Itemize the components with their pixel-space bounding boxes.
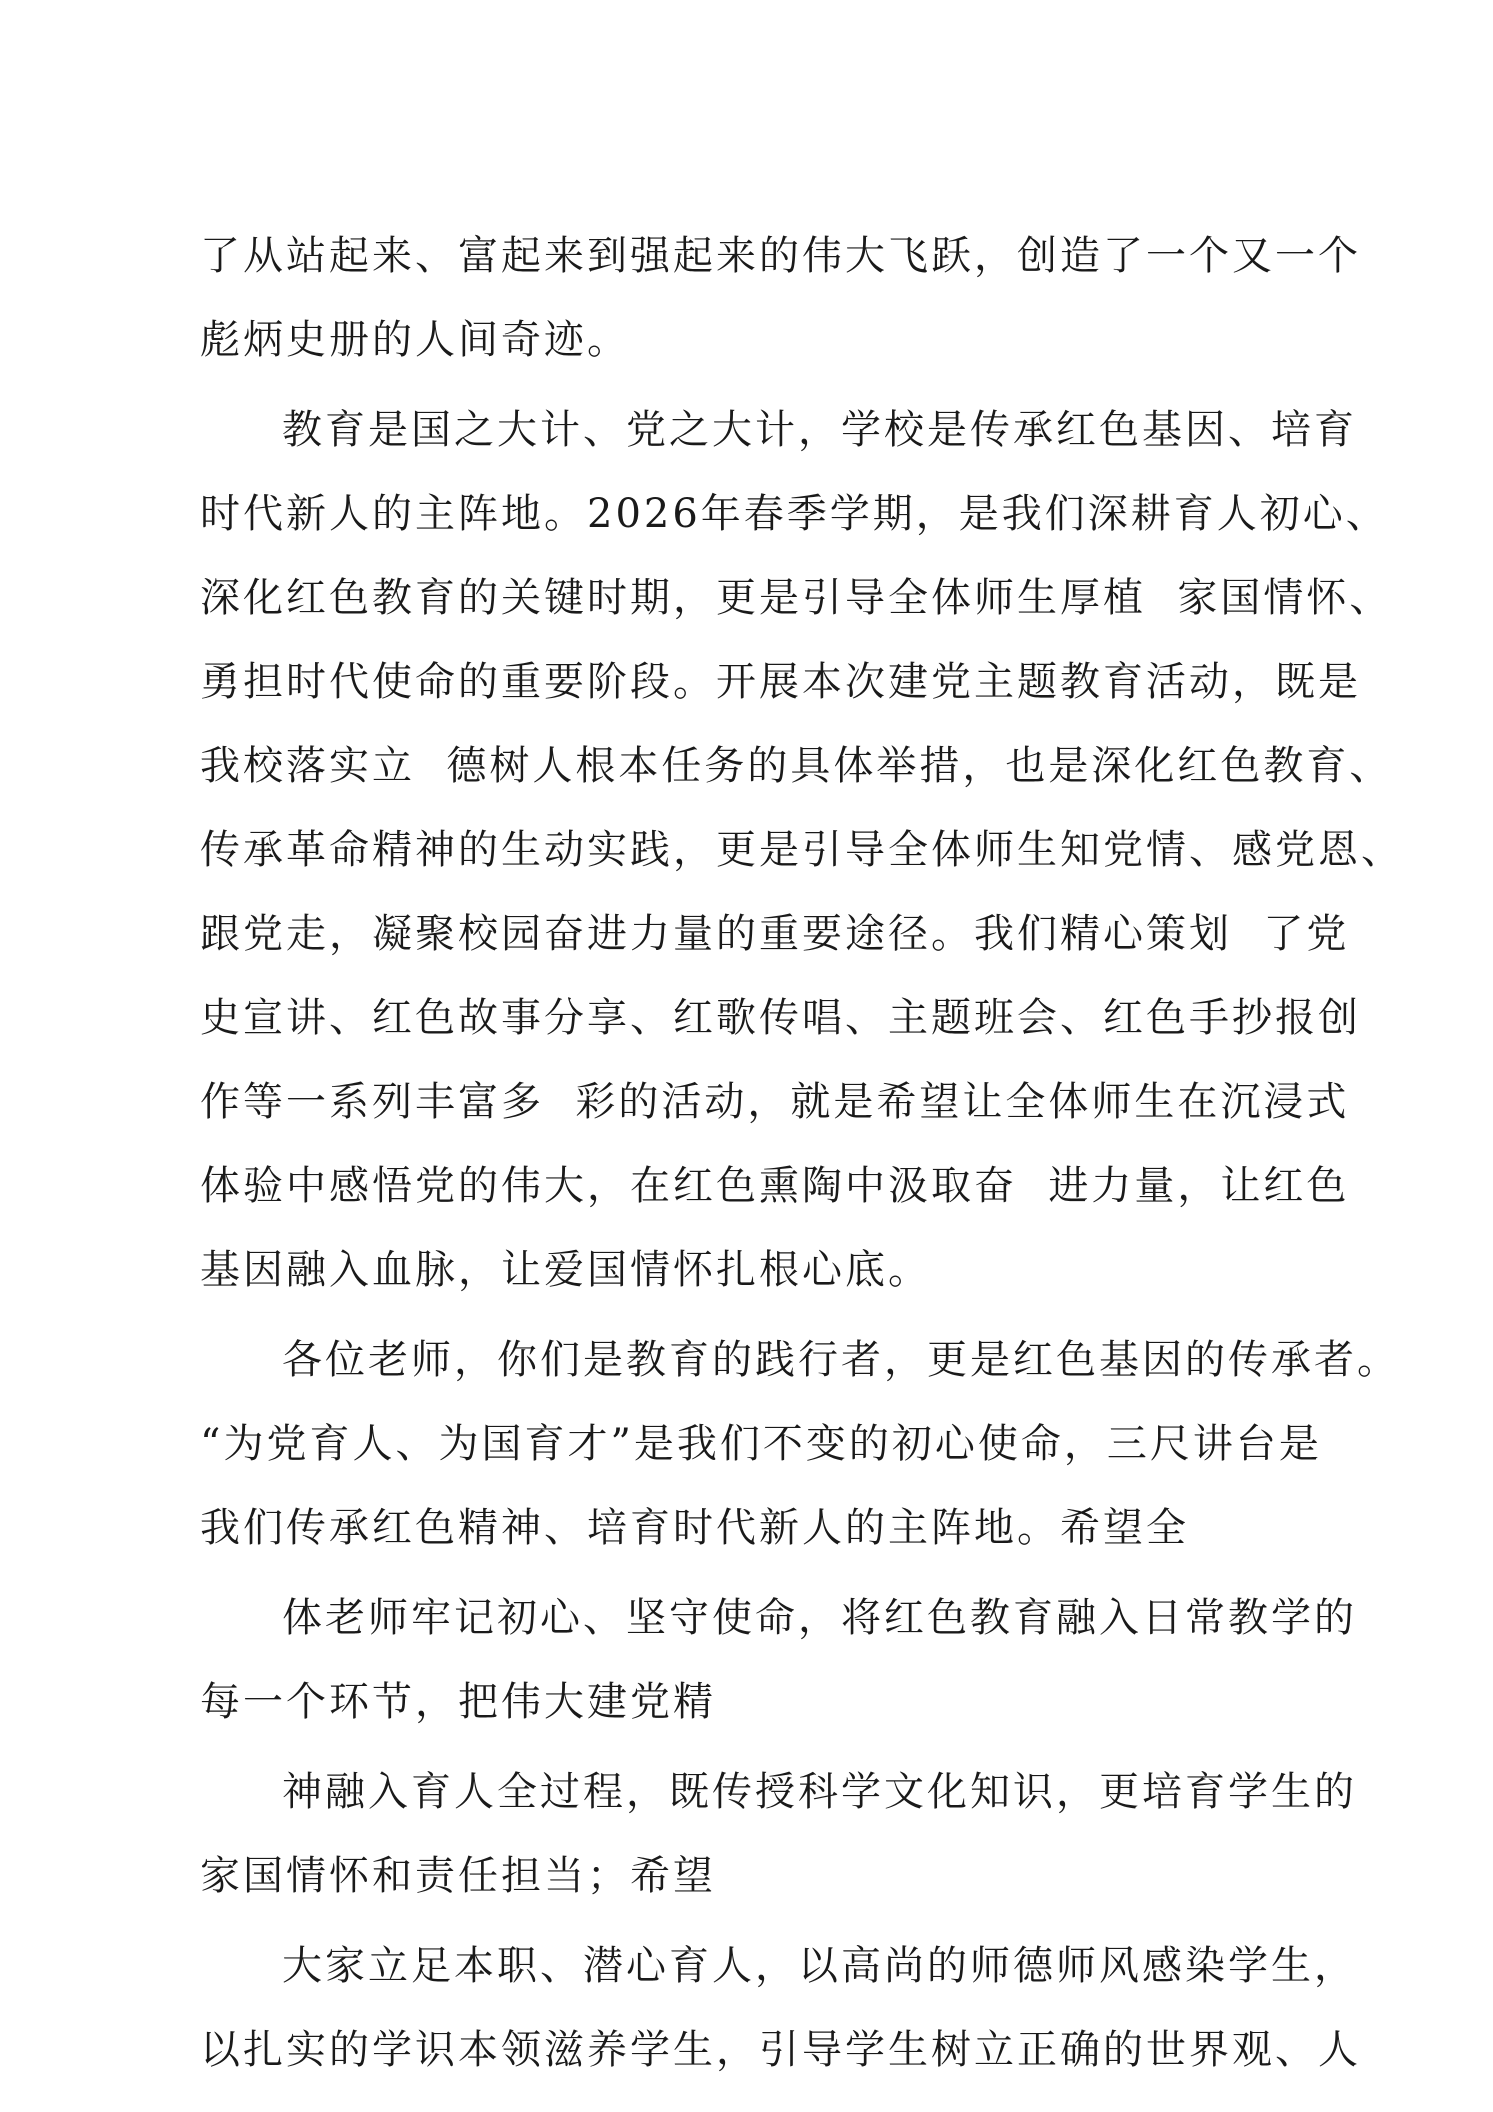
text-line-17: 体老师牢记初心、坚守使命，将红色教育融入日常教学的: [282, 1595, 1357, 1641]
text-line-22: 以扎实的学识本领滋养学生，引导学生树立正确的世界观、人: [200, 2027, 1361, 2073]
text-line-9: 跟党走，凝聚校园奋进力量的重要途径。我们精心策划 了党: [200, 911, 1350, 957]
text-line-2: 彪炳史册的人间奇迹。: [200, 317, 630, 363]
text-line-20: 家国情怀和责任担当；希望: [200, 1853, 716, 1899]
text-line-21: 大家立足本职、潜心育人，以高尚的师德师风感染学生，: [282, 1943, 1357, 1989]
text-line-12: 体验中感悟党的伟大，在红色熏陶中汲取奋 进力量，让红色: [200, 1163, 1350, 1209]
text-line-11: 作等一系列丰富多 彩的活动，就是希望让全体师生在沉浸式: [200, 1079, 1350, 1125]
text-line-4: 时代新人的主阵地。2026年春季学期，是我们深耕育人初心、: [200, 491, 1389, 537]
text-line-13: 基因融入血脉，让爱国情怀扎根心底。: [200, 1247, 931, 1293]
text-line-16: 我们传承红色精神、培育时代新人的主阵地。希望全: [200, 1505, 1189, 1551]
text-line-14: 各位老师，你们是教育的践行者，更是红色基因的传承者。: [282, 1337, 1400, 1383]
text-line-19: 神融入育人全过程，既传授科学文化知识，更培育学生的: [282, 1769, 1357, 1815]
text-line-5: 深化红色教育的关键时期，更是引导全体师生厚植 家国情怀、: [200, 575, 1393, 621]
text-line-15: “为党育人、为国育才”是我们不变的初心使命，三尺讲台是: [200, 1421, 1322, 1467]
text-line-18: 每一个环节，把伟大建党精: [200, 1679, 716, 1725]
text-line-7: 我校落实立 德树人根本任务的具体举措，也是深化红色教育、: [200, 743, 1393, 789]
text-line-8: 传承革命精神的生动实践，更是引导全体师生知党情、感党恩、: [200, 827, 1404, 873]
text-line-10: 史宣讲、红色故事分享、红歌传唱、主题班会、红色手抄报创: [200, 995, 1361, 1041]
text-line-3: 教育是国之大计、党之大计，学校是传承红色基因、培育: [282, 407, 1357, 453]
text-line-1: 了从站起来、富起来到强起来的伟大飞跃，创造了一个又一个: [200, 233, 1361, 279]
text-line-6: 勇担时代使命的重要阶段。开展本次建党主题教育活动，既是: [200, 659, 1361, 705]
